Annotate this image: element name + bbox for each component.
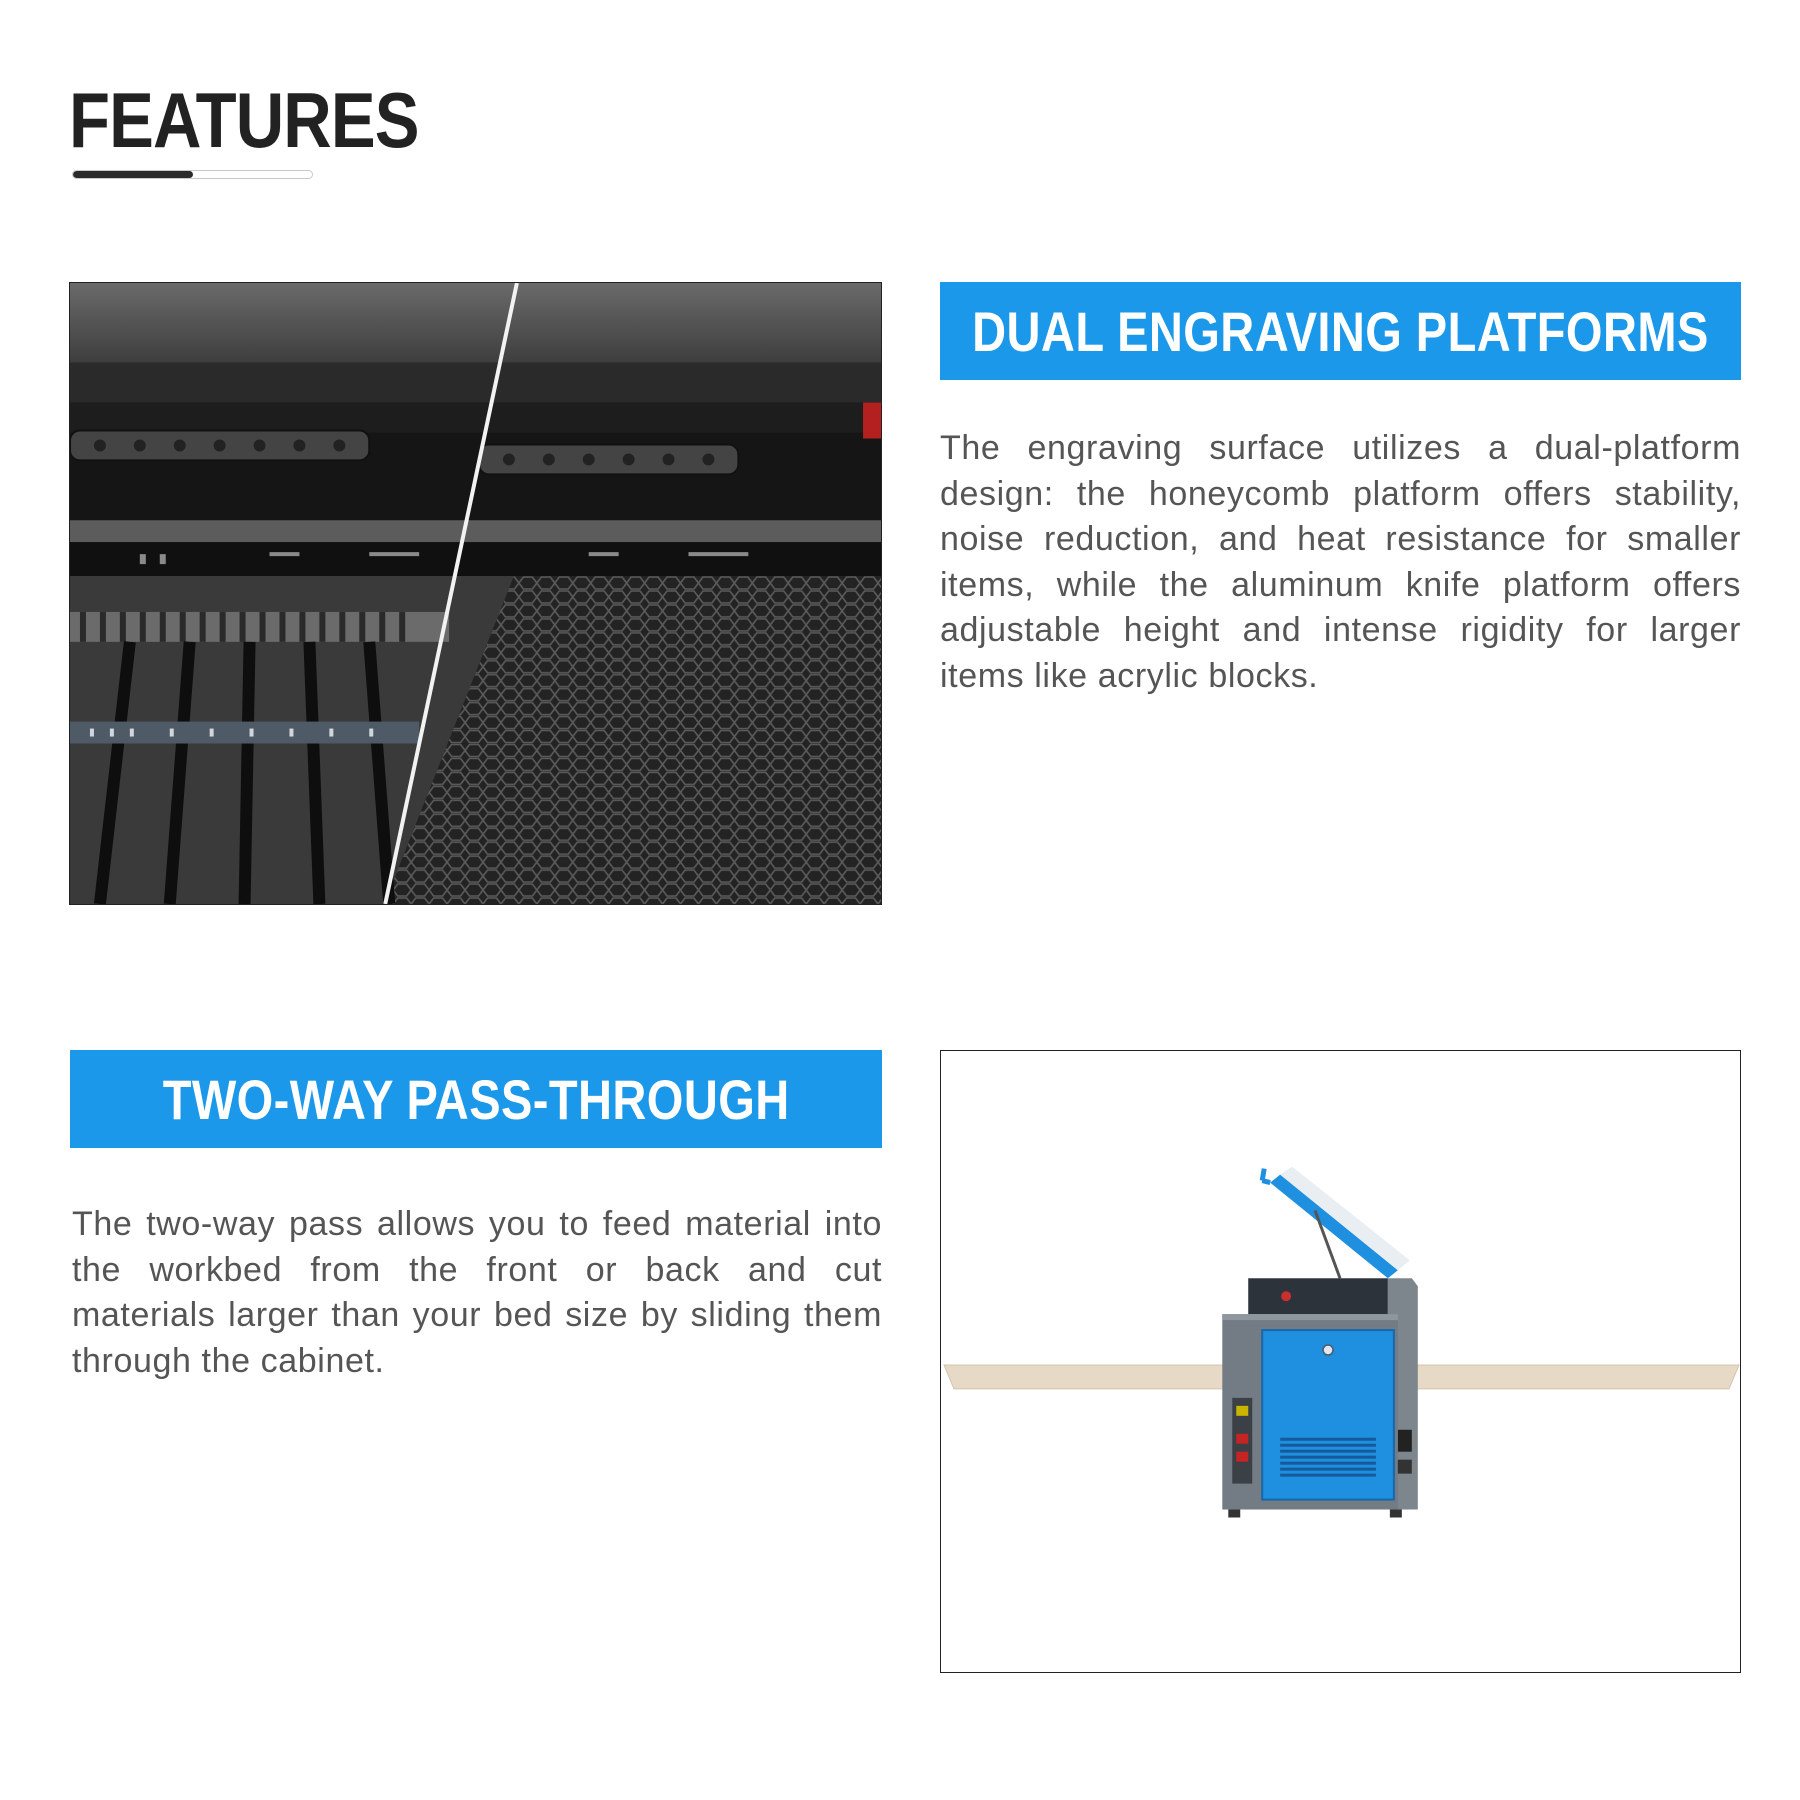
page-title: FEATURES <box>69 76 419 164</box>
pass-through-heading-text: TWO-WAY PASS-THROUGH <box>162 1067 790 1131</box>
dual-platforms-heading-text: DUAL ENGRAVING PLATFORMS <box>972 299 1709 363</box>
dual-platforms-description: The engraving surface utilizes a dual-platform design: the honeycomb platform offers stability, noise reduction, and heat resistance for smaller items, while the aluminum knife platform offers adjustable height and intense rigidity for larger items like acrylic blocks. <box>940 429 1741 695</box>
laser-bed-photo-icon <box>70 283 881 904</box>
dual-platform-photo <box>69 282 882 905</box>
title-underline-fill <box>73 171 193 178</box>
laser-machine-pass-through-photo-icon <box>941 1051 1740 1672</box>
pass-through-photo <box>940 1050 1741 1673</box>
pass-through-heading <box>70 1050 882 1148</box>
pass-through-description: The two-way pass allows you to feed material into the workbed from the front or back and cut materials larger than your bed size by sliding them through the cabinet. <box>72 1205 882 1380</box>
dual-platforms-heading <box>940 282 1741 380</box>
title-underline-progress <box>72 170 313 179</box>
